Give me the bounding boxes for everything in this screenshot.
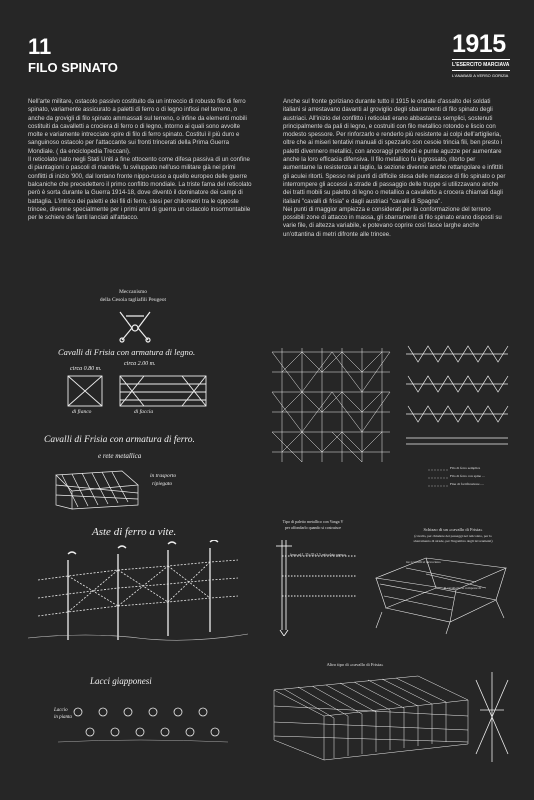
- paragraph: Anche sul fronte goriziano durante tutto il 1915 le ondate d'assalto dei soldati italiani si arrestavano davanti al groviglio degli sbarramenti di filo spinato degli austriaci. All'inizio del conflitto i reticolati erano abbastanza semplici, sostenuti principalmente da pali di legno, e costruiti con filo metallico rotondo e liscio con modesto spessore. Per rinforzarlo e renderlo più resistente ai colpi dell'artiglieria, oltre che ai miseri tentativi manuali di spezzarlo con cesoie trincia fili, ben presto i paletti divennero metallici, con ancoraggi profondi e punte aguzze per aumentare anche la loro efficacia difensiva. Il filo metallico fu ingrossato, ritorto per aumentarne la resistenza al taglio, la sezione divenne anche rettangolare e infittiti gli aculei ritorti. Spesso nei punti di difficile stesa delle matasse di filo spinato o per interrompere gli accessi a strade di passaggio delle truppe si utilizzavano anche dei tratti mobili su paletto di legno o metallico a cavalletto a crocera chiamati dagli italiani "cavalli di frisia" e dagli austriaci "cavalli di Spagna".: [283, 98, 506, 205]
- lacci-drawing: [58, 698, 228, 746]
- aste-drawing: [28, 540, 248, 650]
- ferro-label: ferro ad L 35×35×3.5 reticolato spesso: [290, 553, 346, 557]
- cavalli-legno-caption: Cavalli di Frisia con armatura di legno.: [58, 347, 196, 357]
- view-label: di faccia: [134, 409, 154, 415]
- laccio-label-1: Laccio: [54, 708, 68, 713]
- mech-title-1: Meccanismo: [118, 289, 148, 295]
- trasporto-label-1: in trasporto: [150, 473, 177, 479]
- text-column-left: [28, 98, 253, 222]
- reticolato-plans-drawing: [268, 342, 518, 502]
- schizzo-note: (cavallo, per chiudere dei passaggi nel reticolato, per lo: [414, 534, 492, 538]
- schizzo-note: sbarramento di strade, per l'ingombro degli lavoramenti): [413, 539, 493, 543]
- aste-caption: Aste di ferro a vite.: [92, 526, 177, 538]
- legend-item: Fine di fortificazione ....: [450, 482, 484, 486]
- dimension-label: circa 2.00 m.: [124, 361, 156, 367]
- brand-year: 1915: [452, 30, 506, 58]
- cavalli-ferro-caption: Cavalli di Frisia con armatura di ferro.: [44, 435, 195, 445]
- rete-caption: e rete metallica: [98, 452, 142, 460]
- brand-line-1: L'ESERCITO MARCIAVA: [452, 59, 510, 68]
- paragraph: Il reticolato nato negli Stati Uniti a fine ottocento come difesa passiva di un confine di piantagioni o pascoli di mandrie, fu sviluppato nell'uso militare già nei primi conflitti di inizio '900, dal lontano fronte nippo-russo a quello europeo delle guerre balcaniche che precedettero il primo conflitto mondiale. La triste fama del reticolato però è sorta durante la Guerra 1914-18, dove diventò il dominatore dei campi di battaglia. L'intrico dei paletti e dei fili di ferro, stesi per chilometri tra le opposte trincee, divenne specialmente per i primi anni di guerra un ostacolo insormontabile per le schiere dei fanti lanciati all'attacco.: [28, 156, 252, 222]
- paletto-caption-1: Tipo di paletto metallico con Vanga V: [282, 519, 344, 524]
- page-title: FILO SPINATO: [28, 60, 118, 75]
- paragraph: Nell'arte militare, ostacolo passivo costituito da un intreccio di robusto filo di ferro spinato, variamente assicurato a paletti di ferro o di legno infissi nel terreno, o anche da grovigli di filo spinato ammassati sul terreno, o infine da elementi mobili costituiti da cavalletti a crociera di ferro o di legno, intorno ai quali sono avvolte molte e variamente intrecciate spire di filo di ferro spinato. Costituì il più duro e sanguinoso ostacolo per l'attaccante sui fronti trincerati della Prima Guerra Mondiale. ( da enciclopedia Treccani).: [28, 98, 247, 155]
- cavalli-legno-drawing: [62, 372, 212, 410]
- legend-item: Filo di ferro con spine ...: [450, 474, 485, 478]
- schizzo-note: tre i cavalli si incrociano: [406, 560, 441, 564]
- schizzo-drawing: [366, 548, 516, 638]
- legend-item: Filo di ferro semplice: [450, 466, 481, 470]
- dimension-label: circa 0.80 m.: [70, 366, 102, 372]
- brand-logo: [452, 32, 510, 78]
- schizzo-title: Schizzo di un «cavallo di Frisia»: [423, 527, 483, 532]
- view-label: di fianco: [72, 409, 92, 415]
- wire-cutter-drawing: [110, 308, 160, 344]
- lacci-caption: Lacci giapponesi: [90, 676, 152, 686]
- mech-title-2: della Cesoia tagliafili Peugeot: [99, 297, 167, 303]
- section-number: 11: [28, 34, 52, 59]
- cavalli-ferro-drawing: [52, 465, 142, 513]
- paragraph: Nei punti di maggior ampiezza e considerati per la conformazione del terreno possibili zone di attacco in massa, gli sbarramenti di filo spinato erano disposti su varie file, di altezza variabile, e potevano coprire così fasce larghe anche un'ottantina di metri difronte alle trincee.: [283, 205, 502, 238]
- altro-cavallo-drawing: [268, 670, 518, 766]
- brand-line-2: L'ANABASI A VERSO GORIZIA: [452, 70, 510, 78]
- trasporto-label-2: ripiegato: [152, 481, 173, 487]
- altro-caption: Altro tipo di «cavallo di Frisia»: [326, 662, 384, 667]
- text-column-right: [283, 98, 508, 239]
- paletto-caption-2: per affondarlo quando si costruisce: [284, 525, 342, 530]
- schizzo-note: Il cavalletto si compone di: [444, 586, 482, 590]
- paletto-drawing: [272, 536, 356, 636]
- laccio-label-2: in pianta: [54, 715, 72, 720]
